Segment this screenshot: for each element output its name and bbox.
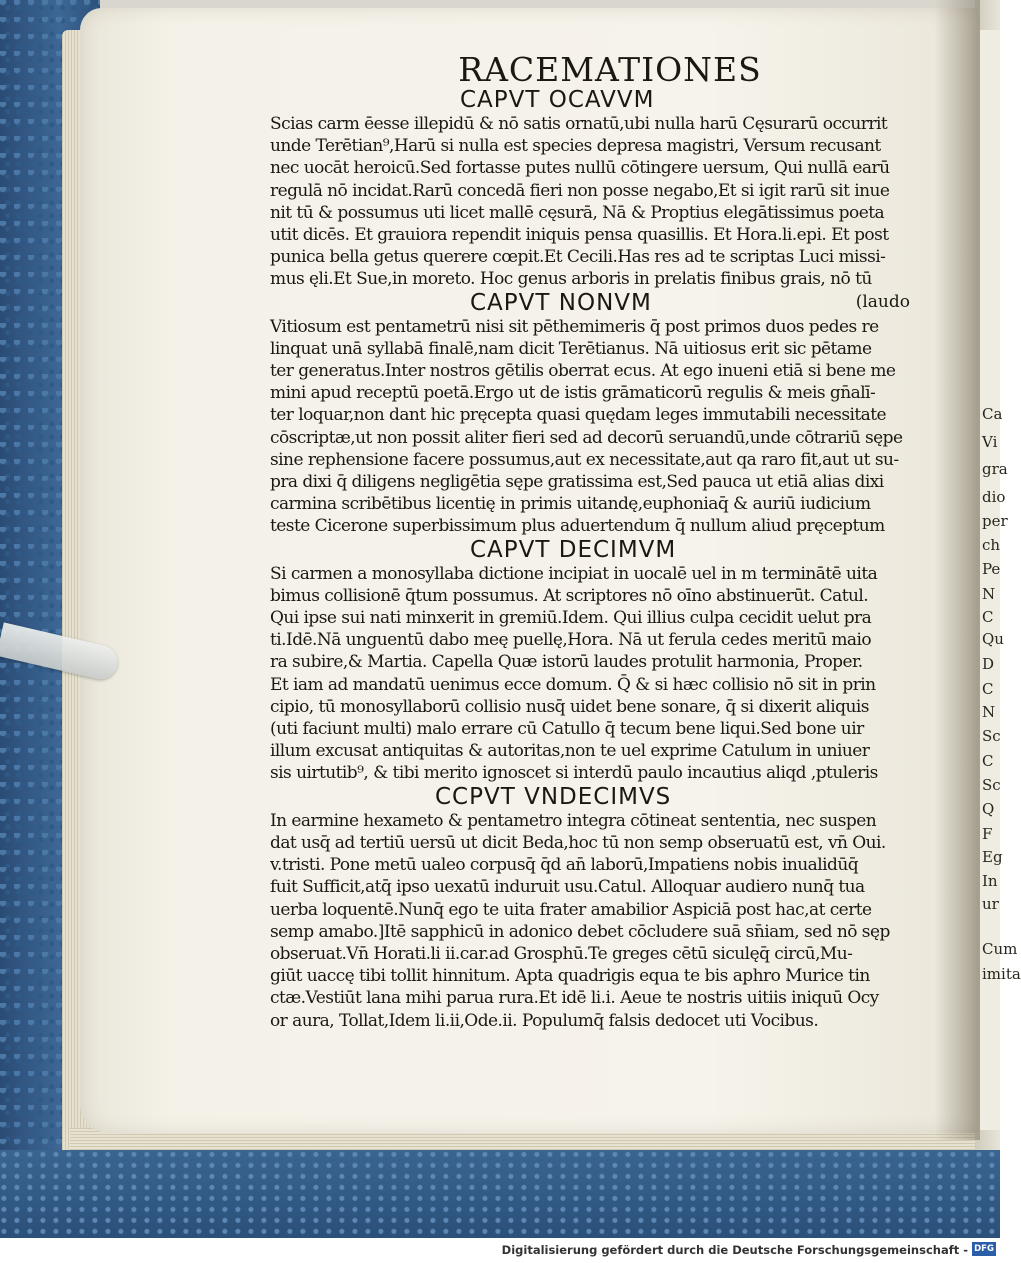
text-line: cipio, tū monosyllaborū collisio nusq̄ uidet bene sonare, q̄ si dixerit aliquis [270, 696, 869, 717]
facing-page-fragment: Sc [982, 776, 1001, 794]
text-line: Si carmen a monosyllaba dictione incipiat in uocalē uel in m terminātē uita [270, 563, 878, 584]
facing-page-fragment: Qu [982, 630, 1004, 648]
text-line: bimus collisionē q̄tum possumus. At scriptores nō oīno abstinuerūt. Catul. [270, 585, 869, 606]
text-line: or aura, Tollat,Idem li.ii,Ode.ii. Populumq̄ falsis dedocet uti Vocibus. [270, 1010, 819, 1031]
facing-page-fragment: ur [982, 895, 999, 913]
text-line: Vitiosum est pentametrū nisi sit pēthemimeris q̄ post primos duos pedes re [270, 316, 879, 337]
text-line: ctæ.Vestiūt lana mihi parua rura.Et idē li.i. Aeue te nostris uitiis iniquū Ocy [270, 988, 879, 1009]
facing-page-fragment: dio [982, 488, 1006, 506]
chapter-body [270, 113, 910, 291]
text-line: Qui ipse sui nati minxerit in gremiū.Idem. Qui illius culpa cecidit uelut pra [270, 608, 872, 629]
text-line: semp amabo.]Itē sapphicū in adonico debet cōcludere suā sn̄iam, sed nō sęp [270, 921, 890, 942]
text-line: Et iam ad mandatū uenimus ecce domum. Q̄ & si hæc collisio nō sit in prin [270, 674, 876, 695]
chapter-body [270, 563, 910, 785]
text-line: ter generatus.Inter nostros gētilis oberrat ecus. At ego inueni etiā si bene me [270, 361, 896, 382]
text-line: obseruat.Vn̄ Horati.li ii.car.ad Grosphū.Te greges cētū siculęq̄ circū,Mu- [270, 943, 853, 964]
facing-page-fragment: ch [982, 536, 1001, 554]
facing-page-fragment: Q [982, 800, 995, 818]
chapter-title: CAPVT DECIMVM [470, 536, 677, 563]
text-line: nec uocāt heroicū.Sed fortasse putes nullū cōtingere uersum, Qui nullā earū [270, 158, 890, 179]
chapter-title: CCPVT VNDECIMVS [435, 783, 672, 810]
text-line: nit tū & possumus uti licet mallē cęsurā, Nā & Proptius elegātissimus poeta [270, 202, 885, 223]
text-line: sis uirtutib⁹, & tibi merito ignoscet si interdū paulo incautius aliqd ,ptuleris [270, 763, 878, 784]
text-line: sine rephensione facere possumus,aut ex necessitate,aut qa raro fit,aut ut su- [270, 449, 899, 470]
text-line: pra dixi q̄ diligens negligētia sępe gratissima est,Sed pauca ut etiā alias dixi [270, 472, 884, 493]
text-line: ter loquar,non dant hic pręcepta quasi quędam leges immutabili necessitate [270, 405, 887, 426]
text-line: In earmine hexameto & pentametro integra cōtineat sententia, nec suspen [270, 810, 877, 831]
facing-page [980, 30, 1021, 1130]
facing-page-fragment: Sc [982, 727, 1001, 745]
digitization-credit: Digitalisierung gefördert durch die Deutsche Forschungsgemeinschaft - [501, 1243, 968, 1257]
facing-page-fragment: D [982, 655, 995, 673]
text-line: utit dicēs. Et grauiora rependit iniquis pensa quasillis. Et Hora.li.epi. Et post [270, 225, 889, 246]
chapter-body [270, 316, 910, 538]
text-line: illum excusat antiquitas & autoritas,non te uel exprime Catulum in uniuer [270, 741, 870, 762]
text-line: teste Cicerone superbissimum plus aduertendum q̄ nullum aliud pręceptum [270, 516, 885, 537]
text-line: regulā nō incidat.Rarū concedā fieri non posse negabo,Et si igit rarū sit inue [270, 180, 890, 201]
text-line: uerba loquentē.Nunq̄ ego te uita frater amabilior Aspiciā post hac,at certe [270, 899, 872, 920]
facing-page-fragment: Cum [982, 940, 1018, 958]
footer-bar [0, 1238, 1000, 1263]
facing-page-fragment: Ca [982, 405, 1003, 423]
book-cover-bottom [0, 1150, 1000, 1238]
facing-page-fragment: per [982, 512, 1008, 530]
facing-page-fragment: C [982, 752, 994, 770]
facing-page-fragment: F [982, 825, 993, 843]
text-line: (uti faciunt multi) malo errare cū Catullo q̄ tecum bene liqui.Sed bone uir [270, 719, 864, 740]
chapter-body [270, 810, 910, 1032]
chapter-title: CAPVT OCAVVM [460, 87, 655, 113]
binding-gutter [935, 0, 980, 1140]
chapter-heading-row [270, 291, 910, 316]
facing-page-fragment: In [982, 872, 998, 890]
line-continuation: (laudo [855, 291, 910, 312]
text-line: giūt uaccę tibi tollit hinnitum. Apta quadrigis equa te bis aphro Murice tin [270, 966, 870, 987]
text-line: ra subire,& Martia. Capella Quæ istorū laudes protulit harmonia, Proper. [270, 652, 863, 673]
chapter-title: CAPVT NONVM [470, 289, 652, 316]
facing-page-fragment: Eg [982, 848, 1003, 866]
dfg-logo: DFG [972, 1242, 996, 1256]
page-text [270, 52, 910, 1032]
facing-page-fragment: imita [982, 965, 1021, 983]
facing-page-fragment: N [982, 585, 996, 603]
text-line: ti.Idē.Nā unguentū dabo meę puellę,Hora. Nā ut ferula cedes meritū maio [270, 630, 872, 651]
text-line: fuit Sufficit,atq̄ ipso uexatū induruit usu.Catul. Alloquar audiero nunq̄ tua [270, 877, 865, 898]
text-line: mus ęli.Et Sue,in moreto. Hoc genus arboris in prelatis finibus grais, nō tū [270, 269, 872, 290]
text-line: mini apud receptū poetā.Ergo ut de istis grāmaticorū regulis & meis gn̄alī- [270, 383, 876, 404]
facing-page-fragment: Vi [982, 433, 998, 451]
text-line: unde Terētian⁹,Harū si nulla est species depresa magistri, Versum recusant [270, 136, 881, 157]
text-line: cōscriptæ,ut non possit aliter fieri sed ad decorū seruandū,unde cōtrariū sępe [270, 427, 903, 448]
facing-page-fragment: N [982, 703, 996, 721]
facing-page-fragment: C [982, 608, 994, 626]
text-line: v.tristi. Pone metū ualeo corpusq̄ q̄d an̄ laborū,Impatiens nobis inualidūq̄ [270, 855, 859, 876]
text-line: dat usq̄ ad tertiū uersū ut dicit Beda,hoc tū non semp obseruatū est, vn̄ Oui. [270, 832, 886, 853]
running-head: RACEMATIONES [458, 50, 762, 89]
text-line: punica bella getus querere cœpit.Et Cecili.Has res ad te scriptas Luci missi- [270, 247, 886, 268]
text-line: carmina scribētibus licentię in primis uitandę,euphoniaq̄ & auriū iudicium [270, 494, 871, 515]
facing-page-fragment: gra [982, 460, 1008, 478]
facing-page-fragment: Pe [982, 560, 1001, 578]
text-line: Scias carm ēesse illepidū & nō satis ornatū,ubi nulla harū Cęsurarū occurrit [270, 114, 888, 134]
facing-page-fragment: C [982, 680, 994, 698]
text-line: linquat unā syllabā finalē,nam dicit Terētianus. Nā uitiosus erit sic pētame [270, 338, 872, 359]
